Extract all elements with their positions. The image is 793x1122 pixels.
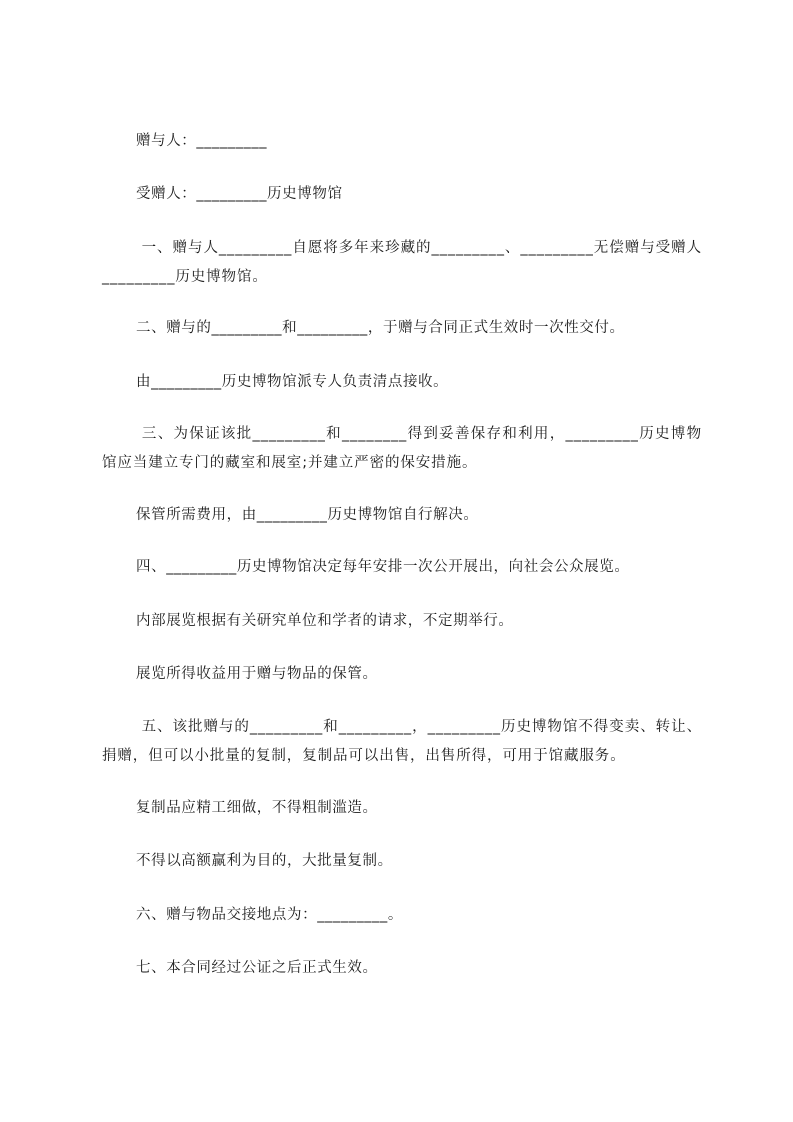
clause-3-cost: 保管所需费用，由_________历史博物馆自行解决。	[136, 507, 479, 523]
clause-7: 七、本合同经过公证之后正式生效。	[136, 960, 378, 976]
clause-2: 二、赠与的_________和_________，于赠与合同正式生效时一次性交付。	[136, 320, 625, 336]
clause-1: 一、赠与人_________自愿将多年来珍藏的_________、_________无偿赠与受赠人_________历史博物馆。	[102, 240, 702, 285]
donor-line: 赠与人：_________	[136, 133, 268, 149]
clause-4-revenue: 展览所得收益用于赠与物品的保管。	[136, 666, 378, 682]
clause-5: 五、该批赠与的_________和_________，_________历史博物馆不得变卖、转让、捐赠，但可以小批量的复制，复制品可以出售，出售所得，可用于馆藏服务。	[102, 719, 702, 764]
clause-5-quality: 复制品应精工细做，不得粗制滥造。	[136, 800, 378, 816]
clause-6: 六、赠与物品交接地点为：_________。	[136, 907, 403, 923]
recipient-line: 受赠人：_________历史博物馆	[136, 186, 343, 202]
clause-4-internal: 内部展览根据有关研究单位和学者的请求，不定期举行。	[136, 613, 514, 629]
clause-2-receipt: 由_________历史博物馆派专人负责清点接收。	[136, 374, 449, 390]
clause-5-limit: 不得以高额赢利为目的，大批量复制。	[136, 853, 393, 869]
clause-3: 三、为保证该批_________和________得到妥善保存和利用，_________历史博物馆应当建立专门的藏室和展室;并建立严密的保安措施。	[102, 426, 702, 471]
clause-4: 四、_________历史博物馆决定每年安排一次公开展出，向社会公众展览。	[136, 559, 630, 575]
